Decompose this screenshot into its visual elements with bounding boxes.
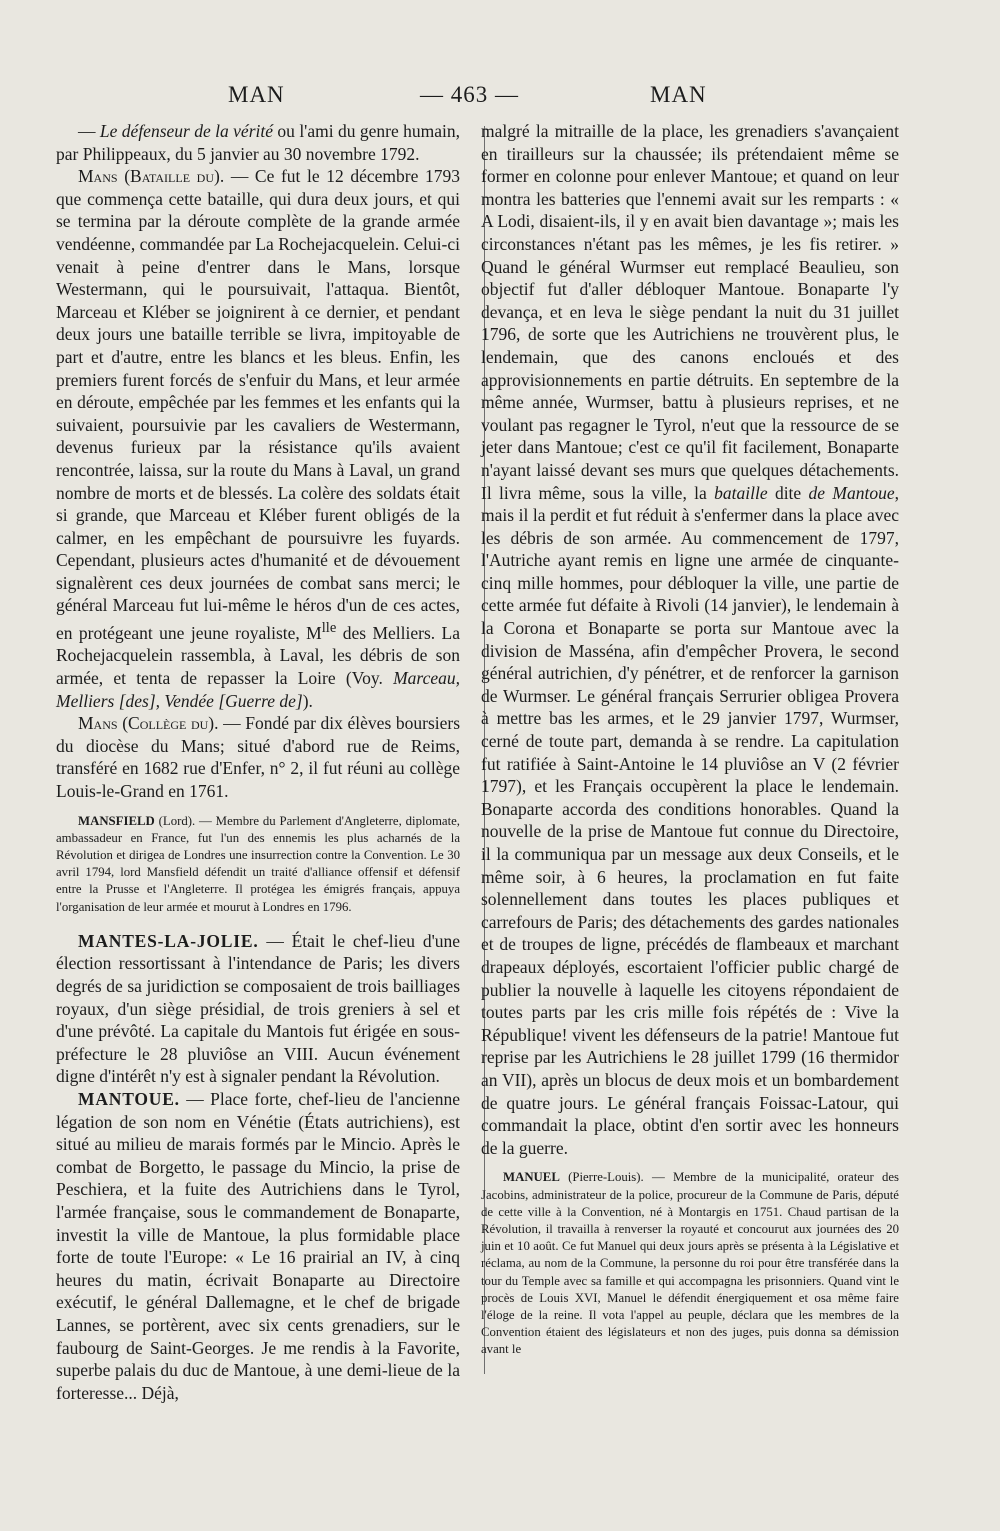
entry-mantoue-continued [481,120,899,1159]
mantoue-cont-italic1: bataille [714,482,768,503]
entry-manuel-head: MANUEL [503,1170,560,1185]
entry-mantoue [56,1088,460,1404]
entry-mantoue-text: — Place forte, chef-lieu de l'ancienne légation de son nom en Vénétie (États autrichiens), est situé au milieu de marais formés par le Mincio. Après le combat de Borgetto, le passage du Mincio, la prise de Peschiera, et la fuite des Autrichiens dans le Tyrol, l'armée française, sous le commandement de Bonaparte, investit la ville de Mantoue, la plus formidable place forte de toute l'Europe: « Le 16 prairial an IV, à cinq heures du matin, écrivait Bonaparte au Directoire exécutif, le général Dallemagne, et le chef de brigade Lannes, se portèrent, avec six cents grenadiers, sur le faubourg de Saint-Georges. Je me rendis à la Favorite, superbe palais du duc de Mantoue, à une demi-lieue de la forteresse... Déjà, [56,1089,460,1403]
entry-mansfield [56,813,460,916]
entry-defenseur-text: ou l'ami du genre humain, par Philippeaux, du 5 janvier au 30 novembre 1792. [56,121,460,164]
entry-mans-bataille-text: — Ce fut le 12 décembre 1793 que commença cette bataille, qui dura deux jours, et qui se termina par la déroute complète de la grande armée vendéenne, commandée par La Rochejacquelein. Celui-ci venait à peine d'entrer dans le Mans, lorsque Westermann, qui le poursuivait, l'attaqua. Bientôt, Marceau et Kléber se joignirent à ce dernier, et pendant deux jours une bataille terrible se livra, impitoyable de part et d'autre, entre les blancs et les bleus. Enfin, les premiers furent forcés de s'enfuir du Mans, et leur armée en déroute, empêchée par les femmes et les enfants qui la suivaient, poursuivie par les cavaliers de Westermann, devenus furieux par la résistance qu'ils avaient rencontrée, laissa, sur la route du Mans à Laval, un grand nombre de morts et de blessés. La colère des soldats était si grande, que Marceau et Kléber furent obligés de la calmer, en les empêchant de poursuivre les fuyards. Cependant, plusieurs actes d'humanité et de dévouement signalèrent ces deux journées de combat sans merci; le général Marceau fut lui-même le héros d'un de ces actes, en protégeant une jeune royaliste, M [56,166,460,643]
entry-mansfield-sub: (Lord). [154,813,196,828]
mantoue-cont-text2: dite [767,482,809,503]
header-right-word: MAN [650,82,707,107]
page-number: — 463 — [420,82,519,107]
entry-mantoue-head: MANTOUE. [78,1089,180,1110]
right-column [481,120,899,1359]
entry-mans-bataille-text3: ). [302,690,313,711]
entry-mansfield-head: MANSFIELD [78,813,155,828]
entry-mans-college [56,712,460,802]
entry-manuel-sub: (Pierre-Louis). [559,1170,644,1185]
mantoue-cont-italic2: de Mantoue [808,482,895,503]
entry-mans-bataille-head: Mans [78,166,118,187]
entry-defenseur-title: Le défenseur de la vérité [99,121,274,141]
running-header [0,82,1000,114]
mantoue-cont-text3: , mais il la perdit et fut réduit à s'enfermer dans la place avec les débris de son armée. Au commencement de 1797, l'Autriche ayant remis en ligne une armée de cinquante-cinq mille hommes, pour débloquer la ville, une partie de cette armée fut défaite à Rivoli (14 janvier), le lendemain à la Corona et Bonaparte se porta sur Mantoue avec la division de Masséna, afin d'empêcher Provera, le second général autrichien, d'y pénétrer, et de renforcer la garnison de Wurmser. Le général français Serrurier obligea Provera à mettre bas les armes, et le 29 janvier 1797, Wurmser, cerné de toute part, demanda à se rendre. La capitulation fut ratifiée à Saint-Antoine le 14 pluviôse an V (2 février 1797), et les Français occupèrent la place le lendemain. Bonaparte accorda des conditions honorables. Quand la nouvelle de la prise de Mantoue fut connue du Directoire, il la communiqua par un message aux deux Conseils, et le même soir, à 6 heures, la proclamation en fut faite solennellement dans toutes les places publiques et carrefours de Paris; des détachements des gardes nationales et de troupes de ligne, précédés de flambeaux et marchant drapeaux déployés, escortaient l'officier public chargé de publier la nouvelle à laquelle les citoyens répondaient de toutes parts par les cris mille fois répétés de : Vive la République! vivent les défenseurs de la patrie! Mantoue fut reprise par les Autrichiens le 28 juillet 1799 (16 thermidor an VII), après un blocus de deux mois et un bombardement de quatre jours. Le général français Foissac-Latour, qui commandait la place, obtint d'en sortir avec les honneurs de la guerre. [481,482,899,1158]
entry-mansfield-text: — Membre du Parlement d'Angleterre, diplomate, ambassadeur en France, fut l'un des ennemis les plus acharnés de la Révolution et dirigea de Londres une insurrection contre la Convention. Le 30 avril 1794, lord Mansfield défendit un traité d'alliance offensif et défensif entre la Prusse et l'Angleterre. Il protégea les émigrés français, appuya l'organisation de leur armée et mourut à Londres en 1796. [56,813,461,914]
mlle-superscript: lle [321,620,337,637]
entry-mans-bataille-text2: des Melliers. La Rochejacquelein rassembla, à Laval, les débris de son armée, et tenta de repasser la Loire (Voy. [56,622,460,689]
entry-manuel [481,1169,899,1358]
mantoue-cont-text1: malgré la mitraille de la place, les grenadiers s'avançaient en tirailleurs sur la chaussée; ils prétendaient même se former en colonne pour enlever Mantoue; et quand on leur montra les batteries que l'ennemi avait sur les remparts : « A Lodi, disaient-ils, il y en avait bien davantage »; mais les circonstances n'étant pas les mêmes, je les fis retirer. » Quand le général Wurmser eut remplacé Beaulieu, son objectif fut d'aller débloquer Mantoue. Bonaparte l'y devança, et en leva le siège pendant la nuit du 31 juillet 1796, de sorte que les Autrichiens ne trouvèrent plus, le lendemain, que des canons encloués et des approvisionnements en partie détruits. En septembre de la même année, Wurmser, battu à plusieurs reprises, et ne voulant pas regagner le Tyrol, n'eut que la ressource de se jeter dans Mantoue; c'est ce qu'il fit facilement, Bonaparte n'ayant laissé devant ses murs que quelques détachements. Il livra même, sous la ville, la [481,121,899,503]
entry-mantes-head: MANTES-LA-JOLIE. [78,930,259,951]
entry-mans-college-sub: (Collège du). [122,713,219,734]
entry-mantes [56,930,460,1088]
left-column [56,120,460,1404]
entry-mans-bataille [56,165,460,712]
entry-mans-college-head: Mans [78,713,118,734]
entry-manuel-text: — Membre de la municipalité, orateur des Jacobins, administrateur de la police, procureur de la Commune de Paris, député de cette ville à la Convention, né à Montargis en 1751. Chaud partisan de la Révolution, il travailla à renverser la royauté et concourut aux journées des 20 juin et 10 août. Ce fut Manuel qui deux jours après se présenta à la Législative et réclama, au nom de la Commune, la personne du roi pour être transférée dans la tour du Temple avec sa famille et qui accompagna les prisonniers. Quand vint le procès de Louis XVI, Manuel le défendit énergiquement et osa même faire l'éloge de la reine. Il vota l'appel au peuple, déclara que les membres de la Convention étaient des législateurs et non des juges, puis donna sa démission avant le [481,1170,899,1357]
entry-mans-college-text: — Fondé par dix élèves boursiers du diocèse du Mans; situé d'abord rue de Reims, transféré en 1682 rue d'Enfer, n° 2, il fut réuni au collège Louis-le-Grand en 1761. [56,713,461,802]
entry-mantes-text: — Était le chef-lieu d'une élection ressortissant à l'intendance de Paris; les divers degrés de sa juridiction se composaient de trois bailliages royaux, d'un siège présidial, de trois greniers à sel et d'une prévôté. La capitale du Mantois fut érigée en sous-préfecture le 28 pluviôse an VIII. Aucun événement digne d'intérêt n'y est à signaler pendant la Révolution. [56,930,460,1087]
entry-mans-bataille-ref: Marceau, Melliers [des], Vendée [Guerre de] [56,668,460,711]
entry-defenseur: — Le défenseur de la vérité ou l'ami du genre humain, par Philippeaux, du 5 janvier au 30 novembre 1792. [56,121,460,164]
header-left-word: MAN [228,82,285,107]
entry-mans-bataille-sub: (Bataille du). [124,166,225,187]
